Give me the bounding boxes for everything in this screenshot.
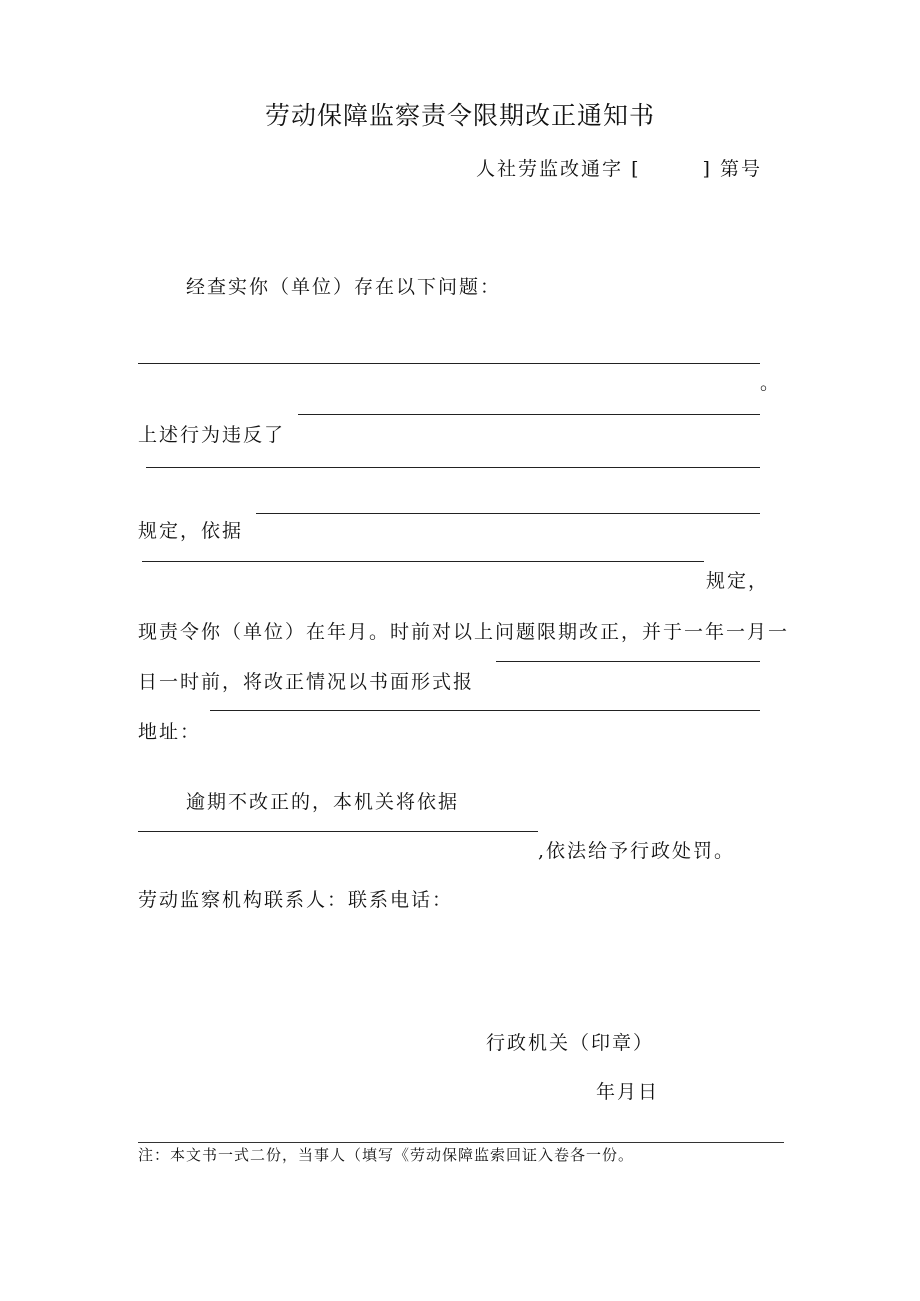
intro-text: 经查实你（单位）存在以下问题：: [186, 276, 502, 298]
bracket-close: ]: [702, 158, 712, 180]
order-text-line1: 现责令你（单位）在年月。时前对以上问题限期改正，并于一年一月一: [138, 621, 790, 643]
penalty-text: ,依法给予行政处罚。: [538, 840, 736, 862]
signature-date: 年月日: [596, 1081, 660, 1103]
bracket-open: [: [631, 158, 641, 180]
overdue-text: 逾期不改正的，本机关将依据: [186, 791, 460, 813]
order-text-line2: 日一时前，将改正情况以书面形式报: [138, 671, 475, 693]
basis-blank-line-2[interactable]: [142, 561, 704, 562]
address-blank-line[interactable]: [210, 710, 760, 711]
authority-seal: 行政机关（印章）: [486, 1032, 655, 1054]
contact-text: 劳动监察机构联系人：联系电话：: [138, 889, 454, 911]
document-number: [476, 154, 762, 181]
address-label: 地址：: [138, 721, 202, 743]
report-to-blank-line[interactable]: [496, 661, 760, 662]
basis-blank-line[interactable]: [256, 513, 760, 514]
violated-blank-line[interactable]: [298, 414, 760, 415]
document-number-suffix: 第号: [719, 158, 762, 180]
provisions-end-text: 规定，: [706, 570, 770, 592]
penalty-basis-blank-line[interactable]: [138, 831, 538, 832]
problem-blank-line[interactable]: [138, 363, 760, 364]
violated-blank-line-2[interactable]: [146, 467, 760, 468]
violated-label: 上述行为违反了: [138, 424, 286, 446]
footnote-divider: [138, 1142, 784, 1143]
document-number-prefix: 人社劳监改通字: [476, 158, 624, 180]
basis-label: 规定，依据: [138, 520, 244, 542]
document-title: 劳动保障监察责令限期改正通知书: [264, 101, 655, 130]
footnote: 注：本文书一式二份，当事人（填写《劳动保障监索回证入卷各一份。: [138, 1146, 635, 1164]
problem-end-period: 。: [760, 372, 782, 394]
